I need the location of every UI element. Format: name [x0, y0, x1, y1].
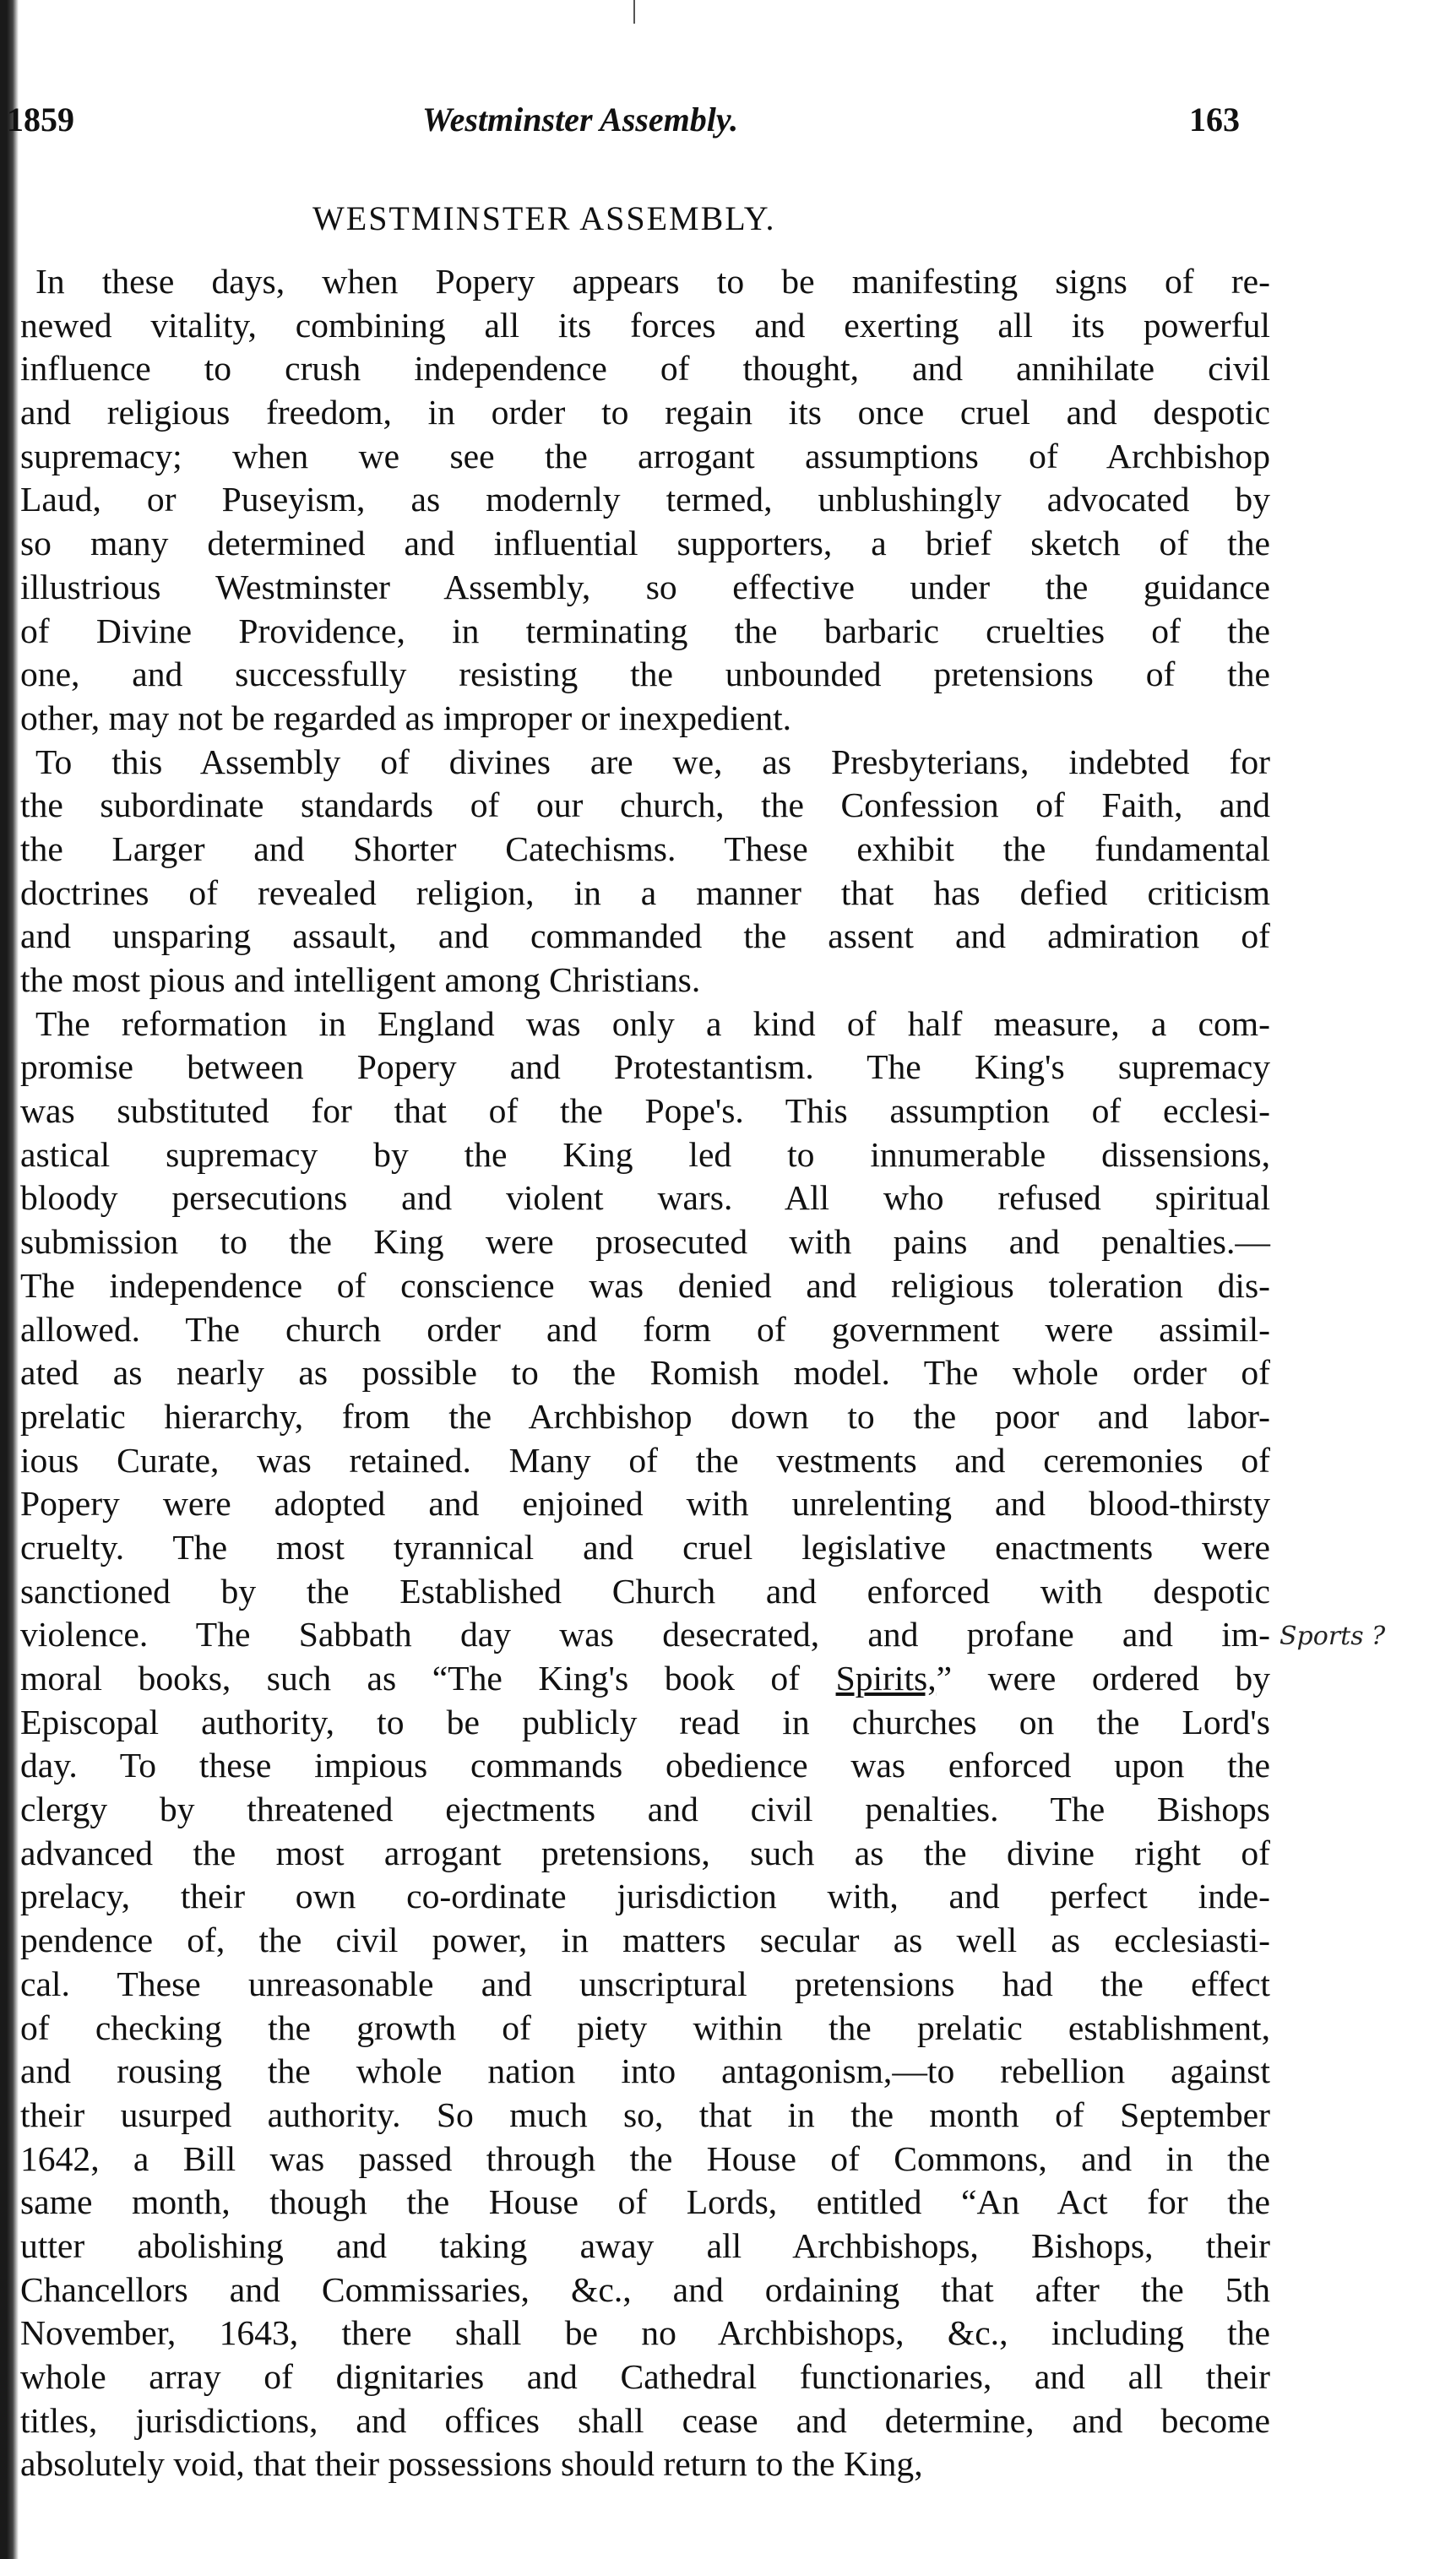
text-line: Laud, or Puseyism, as modernly termed, unblushingly advocated by	[20, 480, 1270, 519]
text-line: In these days, when Popery appears to be manifesting signs of re-	[35, 262, 1270, 301]
text-line: other, may not be regarded as improper or inexpedient.	[20, 698, 792, 737]
text-line: To this Assembly of divines are we, as Presbyterians, indebted for	[35, 742, 1270, 781]
text-line: their usurped authority. So much so, that in the month of September	[20, 2094, 1270, 2134]
text-line: newed vitality, combining all its forces and exerting all its powerful	[20, 305, 1270, 345]
text-line: ious Curate, was retained. Many of the vestments and ceremonies of	[20, 1440, 1270, 1480]
text-line: and religious freedom, in order to regain its once cruel and despotic	[20, 393, 1270, 432]
text-line: and unsparing assault, and commanded the assent and admiration of	[20, 916, 1270, 956]
text-line: bloody persecutions and violent wars. All who refused spiritual	[20, 1178, 1270, 1218]
text-segment: ” were ordered by	[936, 1659, 1271, 1698]
text-line: prelatic hierarchy, from the Archbishop down to the poor and labor-	[20, 1396, 1270, 1436]
text-line: ated as nearly as possible to the Romish model. The whole order of	[20, 1353, 1270, 1393]
text-line: the most pious and intelligent among Christians.	[20, 960, 701, 999]
text-line: The independence of conscience was denied and religious toleration dis-	[20, 1265, 1270, 1305]
article-title: WESTMINSTER ASSEMBLY.	[312, 199, 776, 237]
text-line: was substituted for that of the Pope's. This assumption of ecclesi-	[20, 1091, 1270, 1131]
header-running-title: Westminster Assembly.	[422, 101, 739, 139]
text-line: of Divine Providence, in terminating the barbaric cruelties of the	[20, 611, 1270, 650]
text-line: violence. The Sabbath day was desecrated, and profane and im-	[20, 1615, 1270, 1654]
text-line: Episcopal authority, to be publicly read in churches on the Lord's	[20, 1702, 1270, 1741]
text-line: allowed. The church order and form of government were assimil-	[20, 1309, 1270, 1349]
text-line: prelacy, their own co-ordinate jurisdiction with, and perfect inde-	[20, 1877, 1270, 1916]
text-line: and rousing the whole nation into antagonism,—to rebellion against	[20, 2051, 1270, 2091]
text-line: same month, though the House of Lords, entitled “An Act for the	[20, 2182, 1270, 2222]
text-line: the subordinate standards of our church, the Confession of Faith, and	[20, 785, 1270, 825]
text-line: submission to the King were prosecuted with pains and penalties.—	[20, 1222, 1270, 1262]
binding-shadow	[0, 0, 19, 2559]
underlined-word: Spirits,	[835, 1659, 937, 1698]
text-line: absolutely void, that their possessions should return to the King,	[20, 2444, 923, 2484]
handwritten-margin-note: Sports ?	[1279, 1622, 1386, 1651]
text-line: utter abolishing and taking away all Archbishops, Bishops, their	[20, 2225, 1270, 2265]
text-line: The reformation in England was only a kind of half measure, a com-	[35, 1003, 1270, 1043]
text-line: pendence of, the civil power, in matters secular as well as ecclesiasti-	[20, 1921, 1270, 1960]
page-number: 163	[1189, 101, 1240, 139]
text-line: cruelty. The most tyrannical and cruel legislative enactments were	[20, 1527, 1270, 1567]
text-segment: moral books, such as “The King's book of	[20, 1659, 836, 1698]
text-line: supremacy; when we see the arrogant assumptions of Archbishop	[20, 436, 1270, 475]
text-line: the Larger and Shorter Catechisms. These exhibit the fundamental	[20, 829, 1270, 868]
article-body	[20, 260, 1270, 2486]
text-line: titles, jurisdictions, and offices shall cease and determine, and become	[20, 2400, 1270, 2440]
text-line: astical supremacy by the King led to innumerable dissensions,	[20, 1134, 1270, 1174]
text-line: promise between Popery and Protestantism. The King's supremacy	[20, 1047, 1270, 1087]
text-line: day. To these impious commands obedience was enforced upon the	[20, 1746, 1270, 1785]
text-line: one, and successfully resisting the unbounded pretensions of the	[20, 655, 1270, 694]
text-line: sanctioned by the Established Church and enforced with despotic	[20, 1571, 1270, 1611]
text-line: Popery were adopted and enjoined with unrelenting and blood-thirsty	[20, 1484, 1270, 1524]
text-line: whole array of dignitaries and Cathedral functionaries, and all their	[20, 2357, 1270, 2396]
text-line: advanced the most arrogant pretensions, such as the divine right of	[20, 1833, 1270, 1872]
top-mark	[633, 0, 635, 24]
text-line: influence to crush independence of thought, and annihilate civil	[20, 349, 1270, 388]
text-line: clergy by threatened ejectments and civil penalties. The Bishops	[20, 1790, 1270, 1829]
text-line	[20, 1657, 1270, 1701]
text-line: doctrines of revealed religion, in a manner that has defied criticism	[20, 872, 1270, 912]
text-line: November, 1643, there shall be no Archbishops, &c., including the	[20, 2313, 1270, 2353]
running-header	[0, 100, 1456, 150]
header-year: 1859	[7, 101, 74, 139]
text-line: cal. These unreasonable and unscriptural pretensions had the effect	[20, 1964, 1270, 2003]
text-line: illustrious Westminster Assembly, so effective under the guidance	[20, 567, 1270, 606]
text-line: Chancellors and Commissaries, &c., and ordaining that after the 5th	[20, 2269, 1270, 2309]
text-line: 1642, a Bill was passed through the House of Commons, and in the	[20, 2138, 1270, 2178]
text-line: of checking the growth of piety within the prelatic establishment,	[20, 2008, 1270, 2047]
text-line: so many determined and influential supporters, a brief sketch of the	[20, 524, 1270, 563]
